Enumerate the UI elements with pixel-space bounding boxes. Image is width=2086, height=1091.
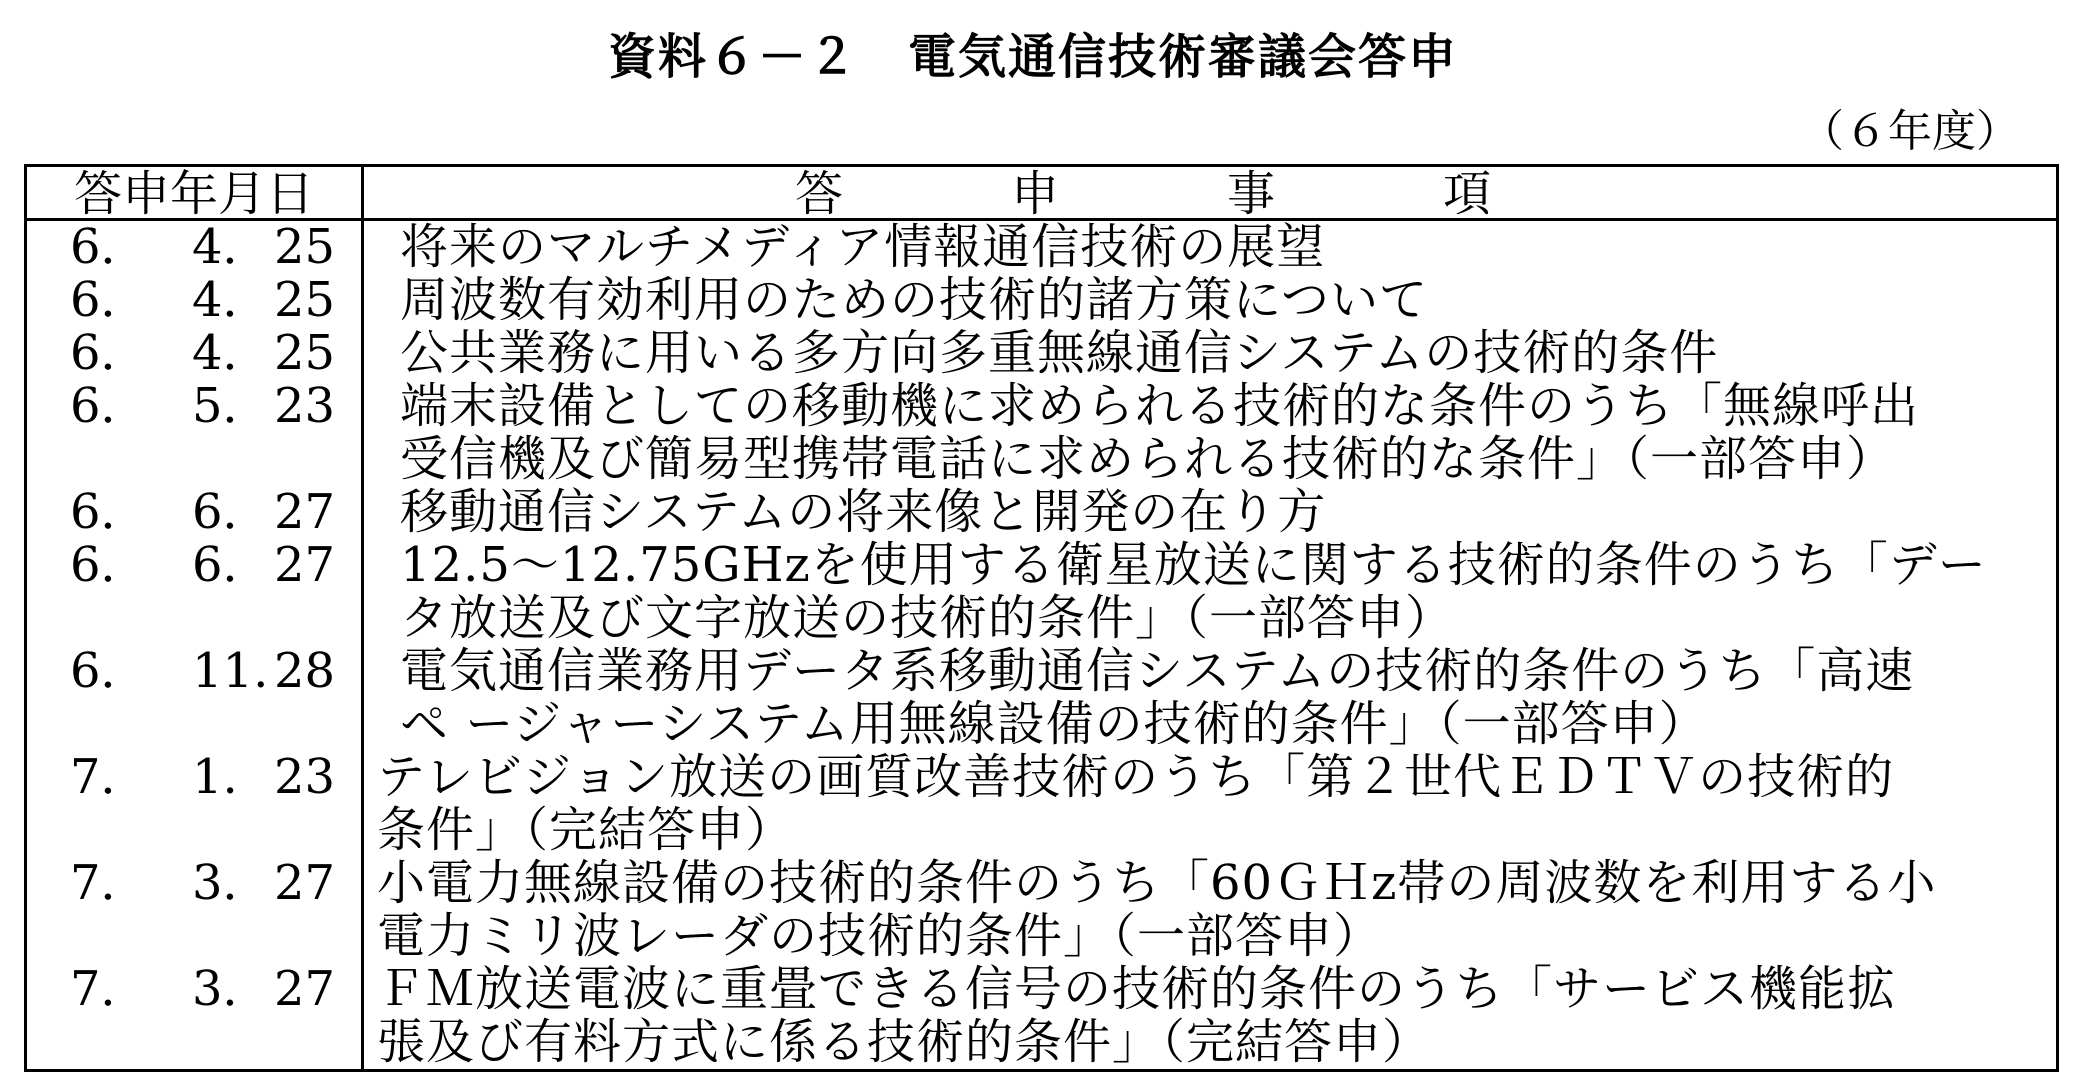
date-day: 25 xyxy=(274,325,336,381)
matter-line: 張及び有料方式に係る技術的条件」（完結答申） xyxy=(377,1014,1432,1069)
matter-line: 将来のマルチメディア情報通信技術の展望 xyxy=(400,221,1326,274)
matter-line: 電気通信業務用データ系移動通信システムの技術的条件のうち「高速 xyxy=(400,645,1915,699)
date-cell xyxy=(27,327,361,380)
date-day: 23 xyxy=(274,378,336,434)
matter-line: ＦＭ放送電波に重畳できる信号の技術的条件のうち「サービス機能拡 xyxy=(377,963,1897,1017)
date-year: 6． xyxy=(70,643,149,699)
header-matter: 答 申 事 項 xyxy=(794,167,1515,218)
date-month: 11. xyxy=(192,643,269,699)
matter-line: テレビジョン放送の画質改善技術のうち「第２世代ＥＤＴＶの技術的 xyxy=(377,751,1895,805)
date-month: 1. xyxy=(192,749,238,805)
date-day: 27 xyxy=(274,961,336,1017)
date-day: 25 xyxy=(274,219,336,275)
header-date: 答申年月日 xyxy=(73,167,314,218)
table-body xyxy=(27,221,2056,1069)
date-year: 6． xyxy=(70,219,149,275)
date-month: 4． xyxy=(192,272,271,328)
matter-line: 受信機及び簡易型携帯電話に求められる技術的な条件」（一部答申） xyxy=(400,431,1896,486)
date-month: 4． xyxy=(192,219,271,275)
table-row xyxy=(27,645,2056,751)
table-row xyxy=(27,963,2056,1069)
matter-line: タ放送及び文字放送の技術的条件」（一部答申） xyxy=(400,590,1455,645)
matter-line: 移動通信システムの将来像と開発の在り方 xyxy=(400,486,1327,539)
matter-cell xyxy=(364,327,2056,380)
date-month: 6． xyxy=(192,537,271,593)
matter-line: 公共業務に用いる多方向多重無線通信システムの技術的条件 xyxy=(400,327,1719,380)
table-row xyxy=(27,380,2056,486)
date-year: 6． xyxy=(70,378,149,434)
fiscal-year-label: （６年度） xyxy=(1800,106,2020,157)
matter-line: 周波数有効利用のための技術的諸方策について xyxy=(400,274,1429,327)
table-row xyxy=(27,857,2056,963)
matter-cell xyxy=(364,963,2056,1069)
date-cell xyxy=(27,380,361,433)
matter-cell xyxy=(364,539,2056,645)
table-row xyxy=(27,751,2056,857)
date-cell xyxy=(27,221,361,274)
date-year: 6． xyxy=(70,484,149,540)
date-month: 4． xyxy=(192,325,271,381)
date-cell xyxy=(27,486,361,539)
date-day: 23 xyxy=(274,749,336,805)
matter-line: 端末設備としての移動機に求められる技術的な条件のうち「無線呼出 xyxy=(400,380,1920,434)
date-cell xyxy=(27,274,361,327)
date-cell xyxy=(27,963,361,1016)
date-day: 27 xyxy=(274,855,336,911)
date-month: 6． xyxy=(192,484,271,540)
matter-line: 条件」（完結答申） xyxy=(377,802,795,857)
date-year: 6． xyxy=(70,272,149,328)
date-year: 6． xyxy=(70,537,149,593)
table-row xyxy=(27,327,2056,380)
report-table xyxy=(24,164,2059,1072)
date-year: 7． xyxy=(70,961,149,1017)
date-cell xyxy=(27,857,361,910)
date-day: 27 xyxy=(274,537,336,593)
table-row xyxy=(27,486,2056,539)
matter-line: 12.5～12.75GHzを使用する衛星放送に関する技術的条件のうち「デー xyxy=(400,539,1987,593)
date-month: 5． xyxy=(192,378,271,434)
document-title: 資料６－２ 電気通信技術審議会答申 xyxy=(607,29,1458,85)
table-row xyxy=(27,539,2056,645)
date-day: 28 xyxy=(274,643,336,699)
table-row xyxy=(27,274,2056,327)
matter-cell xyxy=(364,751,2056,857)
date-day: 25 xyxy=(274,272,336,328)
date-cell xyxy=(27,751,361,804)
date-cell xyxy=(27,645,361,698)
matter-cell xyxy=(364,486,2056,539)
date-month: 3． xyxy=(192,961,271,1017)
date-month: 3． xyxy=(192,855,271,911)
date-year: 7． xyxy=(70,855,149,911)
date-year: 7． xyxy=(70,749,149,805)
matter-cell xyxy=(364,857,2056,963)
matter-line: 電力ミリ波レーダの技術的条件」（一部答申） xyxy=(377,908,1383,963)
matter-cell xyxy=(364,380,2056,486)
matter-line: 小電力無線設備の技術的条件のうち「60ＧＨz帯の周波数を利用する小 xyxy=(377,857,1937,911)
matter-cell xyxy=(364,274,2056,327)
matter-cell xyxy=(364,645,2056,751)
matter-cell xyxy=(364,221,2056,274)
date-year: 6． xyxy=(70,325,149,381)
matter-line: ペ ージャーシステム用無線設備の技術的条件」（一部答申） xyxy=(400,696,1708,751)
table-header xyxy=(27,167,2056,221)
date-cell xyxy=(27,539,361,592)
date-day: 27 xyxy=(274,484,336,540)
table-row xyxy=(27,221,2056,274)
